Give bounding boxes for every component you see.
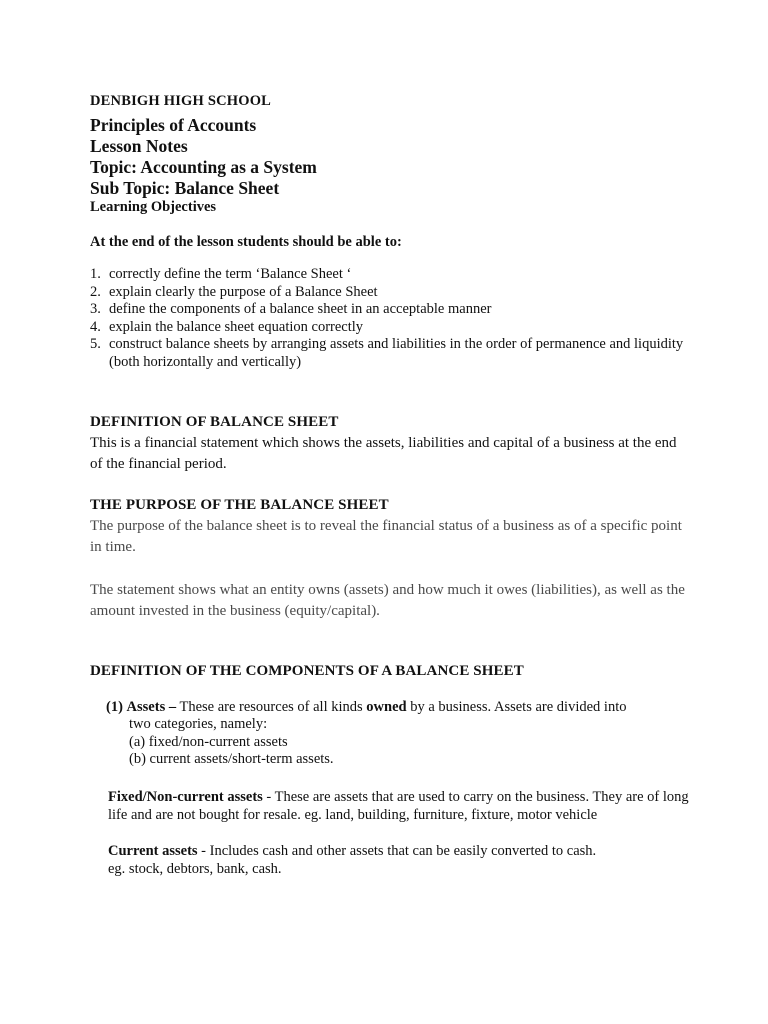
objective-item: 3. define the components of a balance sheet in an acceptable manner — [90, 301, 492, 317]
topic-title: Topic: Accounting as a System — [90, 157, 317, 177]
assets-category-a: (a) fixed/non-current assets — [129, 733, 288, 750]
current-assets-definition — [108, 842, 708, 878]
objective-item: 1. correctly define the term ‘Balance Sheet ‘ — [90, 266, 352, 282]
assets-definition — [106, 698, 686, 769]
fixed-assets-text: - These are assets that are used to carry on the business. They are of long life and are not bought for resale. eg. land, building, furniture, fixture, motor vehicle — [108, 789, 689, 823]
school-name: DENBIGH HIGH SCHOOL — [90, 93, 272, 109]
definition-heading: DEFINITION OF BALANCE SHEET — [90, 414, 339, 430]
assets-text-b: by a business. Assets are divided into — [406, 699, 627, 715]
owned-emphasis: owned — [366, 699, 407, 715]
objectives-list — [90, 266, 690, 371]
assets-number: (1) — [106, 699, 123, 715]
purpose-paragraph-1: The purpose of the balance sheet is to reveal the financial status of a business as of a specific point in time. — [90, 518, 682, 555]
objectives-intro: At the end of the lesson students should be able to: — [90, 234, 402, 250]
components-heading: DEFINITION OF THE COMPONENTS OF A BALANCE SHEET — [90, 663, 524, 679]
assets-term: Assets – — [126, 699, 177, 715]
assets-text-a: These are resources of all kinds — [176, 699, 367, 715]
definition-text: This is a financial statement which shows the assets, liabilities and capital of a business at the end of the financial period. — [90, 435, 677, 472]
objective-item: 4. explain the balance sheet equation correctly — [90, 318, 364, 335]
objective-item: 5. construct balance sheets by arranging assets and liabilities in the order of permanence and liquidity (both horizontally and vertically) — [90, 336, 684, 370]
assets-line-2: two categories, namely: — [129, 716, 268, 732]
current-assets-examples: eg. stock, debtors, bank, cash. — [108, 861, 282, 877]
purpose-paragraph-2: The statement shows what an entity owns (assets) and how much it owes (liabilities), as well as the amount invested in the business (equity/capital). — [90, 582, 685, 619]
current-assets-text: - Includes cash and other assets that can be easily converted to cash. — [197, 843, 597, 859]
purpose-heading: THE PURPOSE OF THE BALANCE SHEET — [90, 497, 389, 513]
assets-category-b: (b) current assets/short-term assets. — [129, 751, 334, 767]
fixed-assets-definition — [108, 788, 708, 824]
learning-objectives-heading: Learning Objectives — [90, 199, 217, 215]
subtopic-title: Sub Topic: Balance Sheet — [90, 178, 280, 198]
fixed-assets-term: Fixed/Non-current assets — [108, 789, 263, 805]
objective-item: 2. explain clearly the purpose of a Balance Sheet — [90, 283, 378, 300]
subject-title: Principles of Accounts — [90, 115, 257, 135]
lesson-notes-title: Lesson Notes — [90, 136, 188, 156]
current-assets-term: Current assets — [108, 843, 198, 859]
